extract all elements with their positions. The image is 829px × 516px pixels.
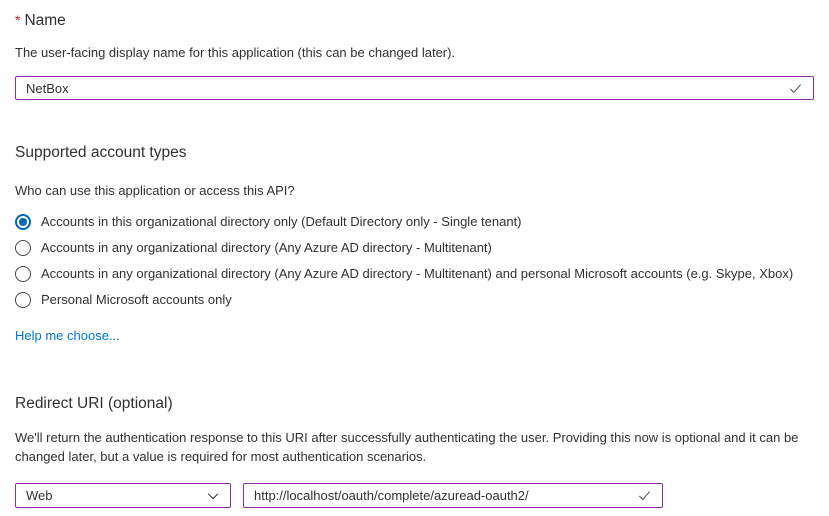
radio-button-icon[interactable] bbox=[15, 214, 31, 230]
name-input[interactable] bbox=[26, 78, 788, 98]
name-section-title bbox=[15, 10, 814, 31]
name-input-wrap bbox=[15, 76, 814, 100]
valid-checkmark-icon bbox=[637, 488, 652, 503]
redirect-uri-row bbox=[15, 483, 814, 508]
name-description: The user-facing display name for this application (this can be changed later). bbox=[15, 45, 456, 60]
name-title-label: Name bbox=[24, 12, 66, 29]
radio-button-icon[interactable] bbox=[15, 240, 31, 256]
required-asterisk: * bbox=[15, 12, 21, 28]
redirect-uri-input-wrap bbox=[243, 483, 663, 508]
account-type-radio-option[interactable] bbox=[15, 235, 814, 261]
platform-select[interactable] bbox=[15, 483, 231, 508]
radio-button-icon[interactable] bbox=[15, 292, 31, 308]
platform-select-value: Web bbox=[26, 488, 53, 503]
help-me-choose-link[interactable]: Help me choose... bbox=[15, 328, 120, 343]
radio-button-icon[interactable] bbox=[15, 266, 31, 282]
chevron-down-icon bbox=[206, 489, 220, 503]
account-type-options bbox=[15, 209, 814, 313]
redirect-uri-input[interactable] bbox=[254, 486, 637, 506]
redirect-uri-description: We'll return the authentication response to this URI after successfully authenticating the user. Providing this now is optional and it can be changed later, but a value is required for most authentication scenarios. bbox=[15, 430, 799, 464]
radio-label: Personal Microsoft accounts only bbox=[41, 292, 232, 307]
redirect-uri-section-title: Redirect URI (optional) bbox=[15, 395, 173, 412]
valid-checkmark-icon bbox=[788, 81, 803, 96]
account-type-radio-option[interactable] bbox=[15, 209, 814, 235]
radio-label: Accounts in any organizational directory (Any Azure AD directory - Multitenant) and personal Microsoft accounts (e.g. Skype, Xbox) bbox=[41, 266, 794, 281]
account-type-radio-option[interactable] bbox=[15, 287, 814, 313]
radio-label: Accounts in this organizational directory only (Default Directory only - Single tenant) bbox=[41, 214, 522, 229]
account-types-question: Who can use this application or access this API? bbox=[15, 183, 295, 198]
account-types-section-title: Supported account types bbox=[15, 144, 187, 161]
account-type-radio-option[interactable] bbox=[15, 261, 814, 287]
radio-label: Accounts in any organizational directory (Any Azure AD directory - Multitenant) bbox=[41, 240, 492, 255]
